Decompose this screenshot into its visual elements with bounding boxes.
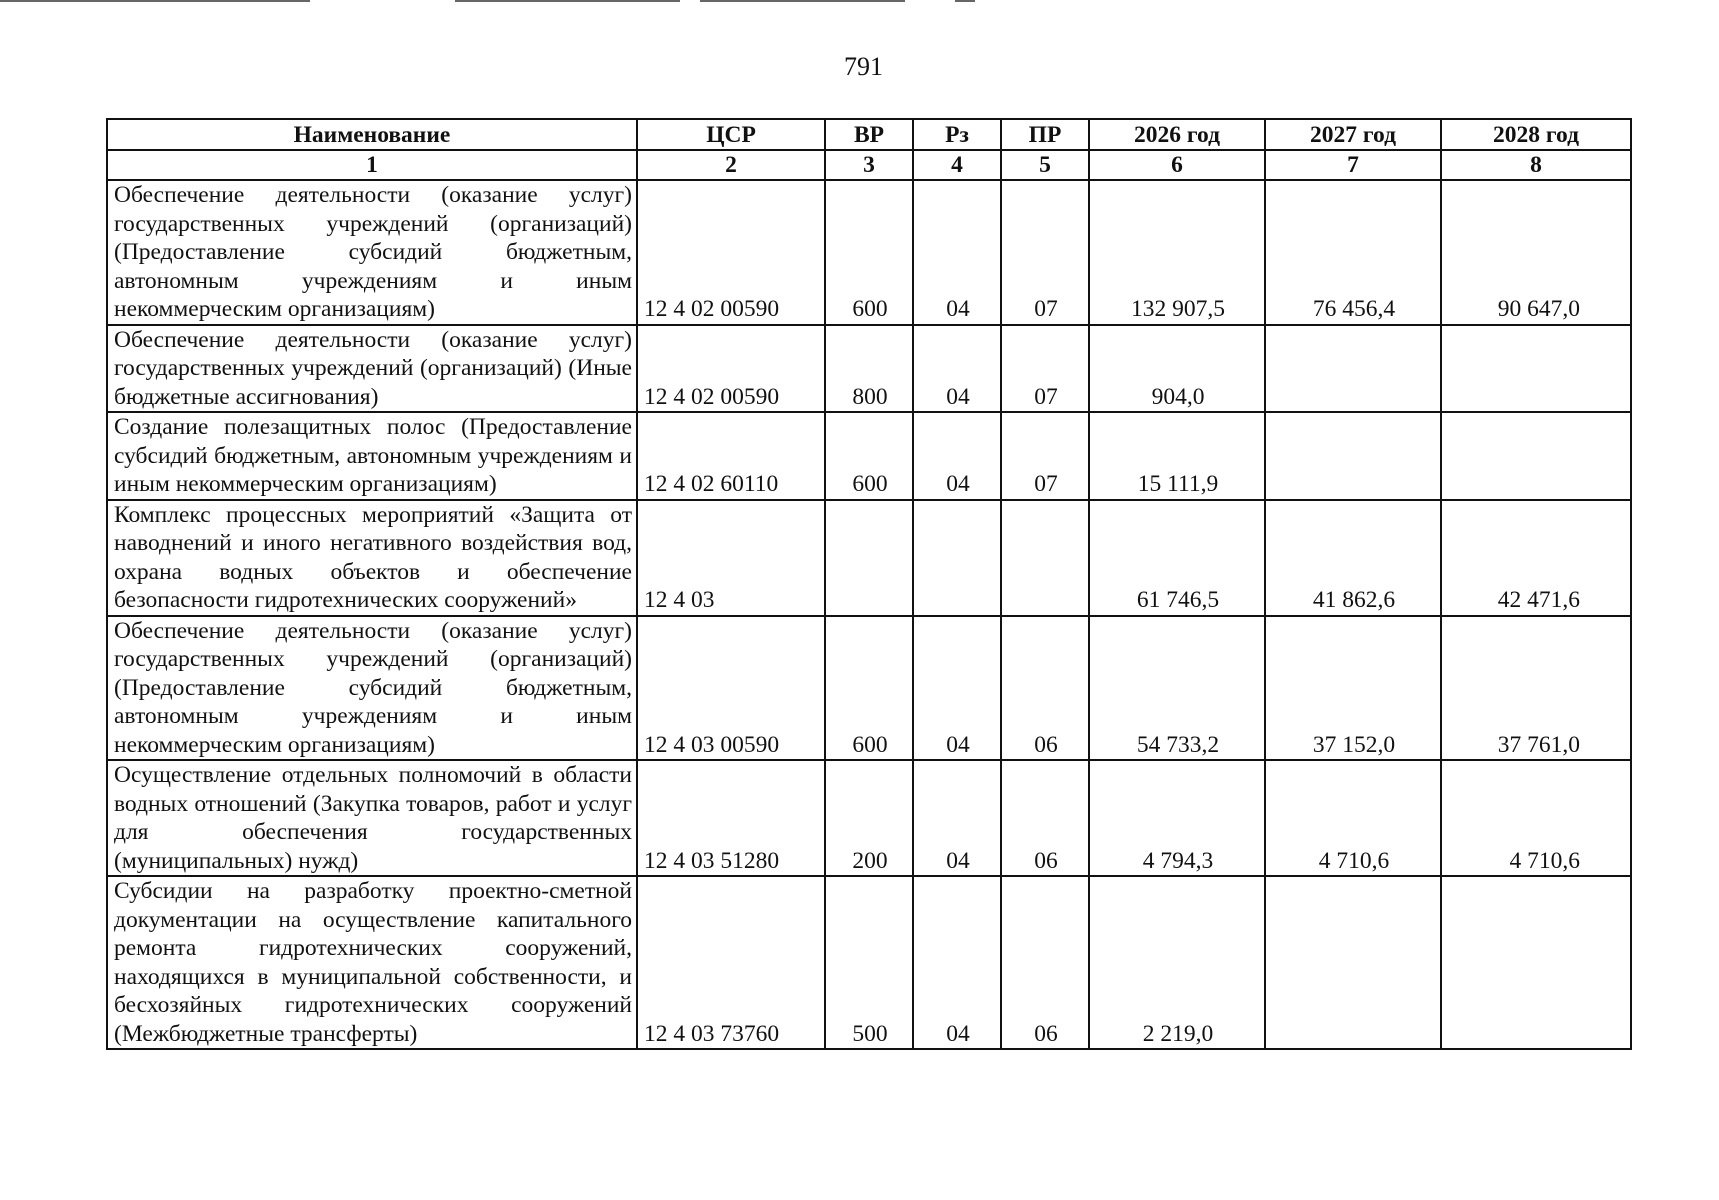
scan-edge-line [0,0,310,2]
table-row [107,412,1631,500]
row-vr: 600 [825,180,913,325]
header-2027: 2027 год [1265,119,1441,150]
row-csr: 12 4 02 60110 [637,412,825,500]
row-2028: 4 710,6 [1441,760,1631,876]
scan-edge-line [455,0,680,2]
row-rz: 04 [913,180,1001,325]
column-number: 1 [107,150,637,180]
row-vr [825,500,913,616]
row-2026: 904,0 [1089,325,1265,413]
row-2026: 54 733,2 [1089,616,1265,761]
row-rz: 04 [913,325,1001,413]
row-2026: 15 111,9 [1089,412,1265,500]
row-name: Комплекс процессных мероприятий «Защита от наводнений и иного негативного воздействия вод, охрана водных объектов и обеспечение безопасности гидротехнических сооружений» [107,500,637,616]
row-vr: 600 [825,412,913,500]
row-csr: 12 4 03 51280 [637,760,825,876]
header-name: Наименование [107,119,637,150]
table-row [107,325,1631,413]
table-row [107,760,1631,876]
row-2028: 37 761,0 [1441,616,1631,761]
row-2028 [1441,325,1631,413]
header-2026: 2026 год [1089,119,1265,150]
row-2027: 41 862,6 [1265,500,1441,616]
row-pr: 06 [1001,876,1089,1049]
row-name: Создание полезащитных полос (Предоставление субсидий бюджетным, автономным учреждениям и иным некоммерческим организациям) [107,412,637,500]
row-2026: 61 746,5 [1089,500,1265,616]
row-2028 [1441,412,1631,500]
table-row [107,180,1631,325]
row-2027: 4 710,6 [1265,760,1441,876]
column-number: 7 [1265,150,1441,180]
row-pr: 07 [1001,412,1089,500]
row-pr: 07 [1001,180,1089,325]
scan-edge-line [955,0,975,2]
row-vr: 600 [825,616,913,761]
row-vr: 800 [825,325,913,413]
row-2026: 132 907,5 [1089,180,1265,325]
row-2028: 42 471,6 [1441,500,1631,616]
row-rz: 04 [913,876,1001,1049]
row-2027: 76 456,4 [1265,180,1441,325]
column-number: 2 [637,150,825,180]
row-rz: 04 [913,412,1001,500]
row-rz: 04 [913,760,1001,876]
table-row [107,500,1631,616]
row-csr: 12 4 03 73760 [637,876,825,1049]
row-2026: 2 219,0 [1089,876,1265,1049]
row-csr: 12 4 03 [637,500,825,616]
page-number: 791 [844,52,883,81]
scan-edge-line [700,0,905,2]
header-row [107,119,1631,150]
column-number: 6 [1089,150,1265,180]
row-csr: 12 4 03 00590 [637,616,825,761]
row-name: Субсидии на разработку проектно-сметной документации на осуществление капитального ремонта гидротехнических сооружений, находящихся в муниципальной собственности, и бесхозяйных гидротехнических сооружений (Межбюджетные трансферты) [107,876,637,1049]
column-number: 5 [1001,150,1089,180]
row-vr: 500 [825,876,913,1049]
row-2027 [1265,412,1441,500]
row-rz: 04 [913,616,1001,761]
row-name: Обеспечение деятельности (оказание услуг) государственных учреждений (организаций) (Иные бюджетные ассигнования) [107,325,637,413]
row-pr: 06 [1001,616,1089,761]
row-pr: 07 [1001,325,1089,413]
row-csr: 12 4 02 00590 [637,180,825,325]
row-2027 [1265,876,1441,1049]
row-csr: 12 4 02 00590 [637,325,825,413]
column-number: 4 [913,150,1001,180]
row-name: Осуществление отдельных полномочий в области водных отношений (Закупка товаров, работ и услуг для обеспечения государственных (муниципальных) нужд) [107,760,637,876]
row-2028: 90 647,0 [1441,180,1631,325]
row-2026: 4 794,3 [1089,760,1265,876]
table-row [107,616,1631,761]
row-rz [913,500,1001,616]
row-vr: 200 [825,760,913,876]
column-number: 3 [825,150,913,180]
row-name: Обеспечение деятельности (оказание услуг) государственных учреждений (организаций) (Предоставление субсидий бюджетным, автономным учреждениям и иным некоммерческим организациям) [107,180,637,325]
column-number: 8 [1441,150,1631,180]
row-2027: 37 152,0 [1265,616,1441,761]
row-2028 [1441,876,1631,1049]
budget-table [106,118,1632,1050]
header-pr: ПР [1001,119,1089,150]
row-name: Обеспечение деятельности (оказание услуг) государственных учреждений (организаций) (Предоставление субсидий бюджетным, автономным учреждениям и иным некоммерческим организациям) [107,616,637,761]
table-row [107,876,1631,1049]
row-pr: 06 [1001,760,1089,876]
header-rz: Рз [913,119,1001,150]
header-csr: ЦСР [637,119,825,150]
header-2028: 2028 год [1441,119,1631,150]
row-2027 [1265,325,1441,413]
header-vr: ВР [825,119,913,150]
row-pr [1001,500,1089,616]
column-number-row [107,150,1631,180]
